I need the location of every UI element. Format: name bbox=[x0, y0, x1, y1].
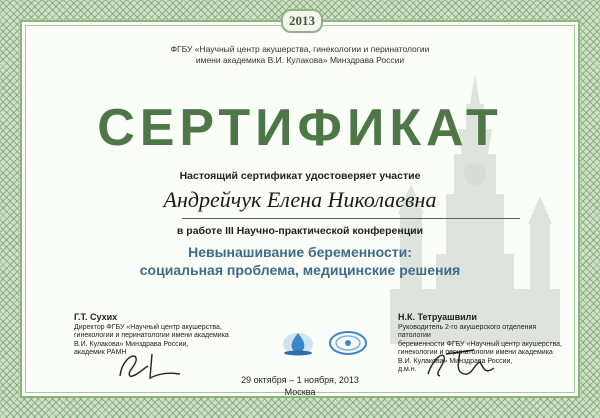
participation-text: в работе III Научно-практической конференции bbox=[176, 225, 424, 237]
attestation-text: Настоящий сертификат удостоверяет участие bbox=[179, 170, 421, 182]
organization-line: ФГБУ «Научный центр акушерства, гинекологии и перинатологии bbox=[170, 44, 430, 54]
signatory-position: беременности ФГБУ «Научный центр акушерства, bbox=[398, 340, 562, 348]
conference-title-line: социальная проблема, медицинские решения bbox=[139, 262, 461, 278]
conference-title-line: Невынашивание беременности: bbox=[188, 244, 412, 260]
organization-header bbox=[22, 44, 578, 66]
signatory-position: В.И. Кулакова» Минздрава России, bbox=[398, 357, 513, 365]
conference-title bbox=[22, 243, 578, 279]
signatory-position: Директор ФГБУ «Научный центр акушерства, bbox=[74, 323, 222, 331]
certificate-title: СЕРТИФИКАТ bbox=[97, 99, 503, 157]
name-underline bbox=[182, 218, 520, 219]
signature-sukhikh bbox=[114, 346, 194, 384]
drop-logo-icon bbox=[283, 333, 313, 356]
ncagip-logo-icon bbox=[330, 332, 366, 354]
signatory-position: д.м.н. bbox=[398, 366, 417, 373]
certificate-body bbox=[20, 20, 580, 398]
event-city: Москва bbox=[284, 387, 316, 397]
organization-line: имени академика В.И. Кулакова» Минздрава России bbox=[195, 55, 405, 65]
signatory-name: Г.Т. Сухих bbox=[74, 312, 118, 322]
signatory-position: гинекологии и перинатологии имени академика bbox=[74, 332, 229, 339]
year-badge: 2013 bbox=[281, 9, 323, 33]
signatory-position: гинекологии и перинатологии имени академика bbox=[398, 349, 553, 356]
recipient-name: Андрейчук Елена Николаевна bbox=[163, 187, 437, 212]
organization-logos bbox=[280, 329, 376, 357]
signatory-position: В.И. Кулакова» Минздрава России, bbox=[74, 340, 189, 348]
event-dates: 29 октября – 1 ноября, 2013 bbox=[241, 375, 359, 385]
signature-tetruashvili bbox=[424, 344, 502, 384]
signatory-name: Н.К. Тетруашвили bbox=[398, 312, 477, 322]
signatory-position: Руководитель 2-го акушерского отделения патологии bbox=[398, 323, 537, 339]
signatory-position: академик РАМН bbox=[74, 349, 127, 356]
